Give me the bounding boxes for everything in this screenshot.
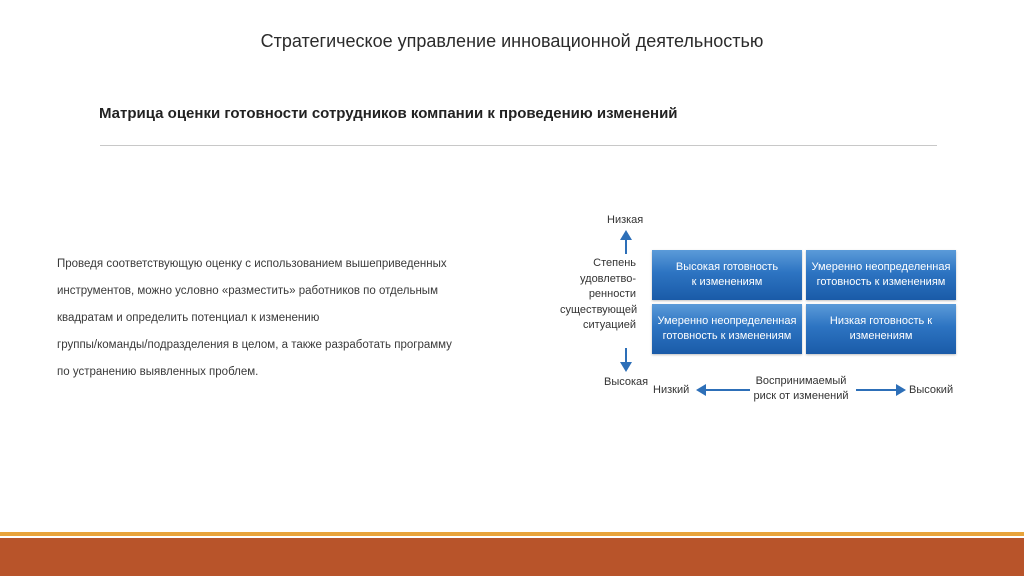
matrix-cell-moderate-readiness-bottom (652, 304, 802, 354)
vertical-axis-title-line: существующей (560, 303, 638, 316)
body-paragraph (57, 251, 537, 386)
vertical-axis-title-line: ренности (588, 288, 636, 300)
body-line: группы/команды/подразделения в целом, а также разработать программу (57, 339, 452, 351)
horizontal-axis-title-line: риск от изменений (753, 390, 849, 402)
vertical-arrow-down-head (620, 362, 632, 372)
vertical-arrow-up-head (620, 230, 632, 240)
readiness-matrix (560, 210, 960, 410)
vertical-axis-title (560, 256, 636, 334)
horizontal-axis-low-label: Низкий (653, 384, 690, 396)
horizontal-axis-title (746, 374, 856, 404)
matrix-cell-moderate-readiness-top (806, 250, 956, 300)
footer-bar (0, 538, 1024, 576)
cell-text-line: изменениям (849, 330, 913, 342)
cell-text-line: Умеренно неопределенная (811, 261, 951, 273)
cell-text-line: Высокая готовность (675, 261, 779, 273)
footer-accent-line (0, 532, 1024, 536)
cell-text-line: готовность к изменениям (816, 276, 946, 288)
cell-text-line: Низкая готовность к (829, 315, 933, 327)
title-divider (100, 145, 937, 146)
horizontal-axis-title-line: Воспринимаемый (755, 375, 847, 387)
body-line: Проведя соответствующую оценку с использованием вышеприведенных (57, 258, 447, 270)
horizontal-axis-high-label: Высокий (909, 384, 954, 396)
horizontal-arrow-right-head (896, 384, 906, 396)
cell-text-line: Умеренно неопределенная (657, 315, 797, 327)
vertical-axis-title-line: ситуацией (582, 319, 636, 331)
body-line: инструментов, можно условно «разместить» работников по отдельным (57, 285, 438, 297)
slide-title: Стратегическое управление инновационной деятельностью (260, 31, 764, 51)
cell-text-line: готовность к изменениям (662, 330, 792, 342)
horizontal-arrow-left-head (696, 384, 706, 396)
slide-subtitle: Матрица оценки готовности сотрудников компании к проведению изменений (99, 105, 678, 122)
vertical-axis-title-line: Степень (593, 257, 636, 269)
body-line: квадратам и определить потенциал к изменению (57, 312, 320, 324)
cell-text-line: к изменениям (691, 276, 763, 288)
vertical-axis-title-line: удовлетво- (580, 272, 636, 285)
matrix-cell-low-readiness (806, 304, 956, 354)
body-line: по устранению выявленных проблем. (57, 366, 259, 378)
vertical-axis-low-label: Низкая (607, 214, 644, 226)
matrix-cell-high-readiness (652, 250, 802, 300)
vertical-axis-high-label: Высокая (604, 376, 649, 388)
